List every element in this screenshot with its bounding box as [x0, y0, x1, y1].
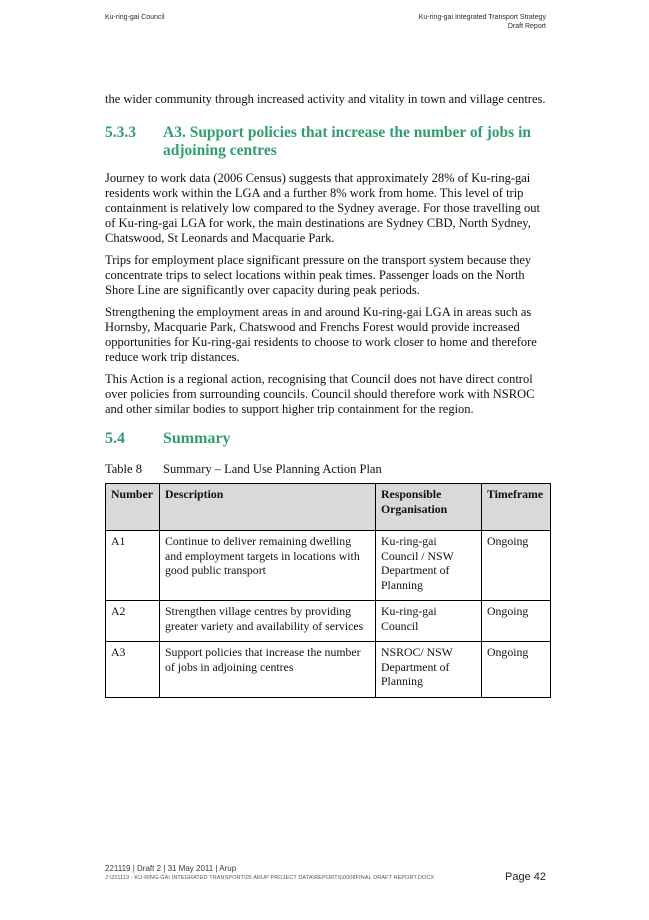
table-row [106, 601, 551, 642]
page-number: Page 42 [505, 871, 546, 883]
section-heading-533 [105, 124, 546, 160]
cell-description: Support policies that increase the number of jobs in adjoining centres [160, 642, 376, 698]
table-row [106, 531, 551, 601]
column-header-timeframe: Timeframe [482, 484, 551, 531]
column-header-description: Description [160, 484, 376, 531]
cell-description: Continue to deliver remaining dwelling and employment targets in locations with good public transport [160, 531, 376, 601]
paragraph: This Action is a regional action, recognising that Council does not have direct control over policies from surrounding councils. Council should therefore work with NSROC and other similar bodies to support higher trip containment for the region. [105, 372, 535, 416]
table-caption-label: Table 8 [105, 462, 142, 476]
intro-paragraph: the wider community through increased activity and vitality in town and village centres. [105, 92, 546, 106]
column-header-number: Number [106, 484, 160, 531]
cell-number: A3 [106, 642, 160, 698]
action-plan-table [105, 483, 551, 698]
header-report-title-line1: Ku-ring-gai Integrated Transport Strategy [418, 14, 546, 21]
table-header-row [106, 484, 551, 531]
header-report-title-line2: Draft Report [507, 23, 546, 30]
section-title: Summary [163, 430, 231, 447]
footer-document-info: 221119 | Draft 2 | 31 May 2011 | Arup [105, 864, 237, 873]
cell-responsible: Ku-ring-gai Council [376, 601, 482, 642]
header-council-name: Ku-ring-gai Council [105, 14, 165, 21]
section-number: 5.3.3 [105, 124, 136, 141]
cell-timeframe: Ongoing [482, 531, 551, 601]
section-heading-54 [105, 430, 546, 448]
table-row [106, 642, 551, 698]
section-number: 5.4 [105, 430, 125, 447]
cell-timeframe: Ongoing [482, 601, 551, 642]
cell-timeframe: Ongoing [482, 642, 551, 698]
section-title: A3. Support policies that increase the number of jobs in adjoining centres [163, 124, 532, 159]
cell-number: A2 [106, 601, 160, 642]
running-header [105, 13, 546, 31]
cell-description: Strengthen village centres by providing greater variety and availability of services [160, 601, 376, 642]
paragraph: Trips for employment place significant pressure on the transport system because they concentrate trips to select locations within peak times. Passenger loads on the North Shore Line are significantly over capacity during peak periods. [105, 253, 532, 297]
table-caption-text: Summary – Land Use Planning Action Plan [163, 462, 382, 476]
header-report-title [419, 13, 546, 31]
table-caption [105, 462, 546, 477]
cell-number: A1 [106, 531, 160, 601]
cell-responsible: NSROC/ NSW Department of Planning [376, 642, 482, 698]
footer-file-path: J:\221119 - KU-RING-GAI INTEGRATED TRANSPORT\05 ARUP PROJECT DATA\REPORTS\0008FINAL DRAFT REPORT.DOCX [105, 875, 435, 881]
cell-responsible: Ku-ring-gai Council / NSW Department of Planning [376, 531, 482, 601]
paragraph: Journey to work data (2006 Census) suggests that approximately 28% of Ku-ring-gai residents work within the LGA and a further 8% work from home. This level of trip containment is relatively low compared to the Sydney average. For those travelling out of Ku-ring-gai LGA for work, the main destinations are Sydney CBD, North Sydney, Chatswood, St Leonards and Macquarie Park. [105, 171, 540, 245]
paragraph: Strengthening the employment areas in and around Ku-ring-gai LGA in areas such as Hornsby, Macquarie Park, Chatswood and Frenchs Forest would provide increased opportunities for Ku-ring-gai residents to choose to work closer to home and therefore reduce work trip distances. [105, 305, 537, 364]
page-footer [105, 863, 546, 882]
page-content [105, 92, 546, 698]
column-header-responsible-organisation: Responsible Organisation [376, 484, 482, 531]
